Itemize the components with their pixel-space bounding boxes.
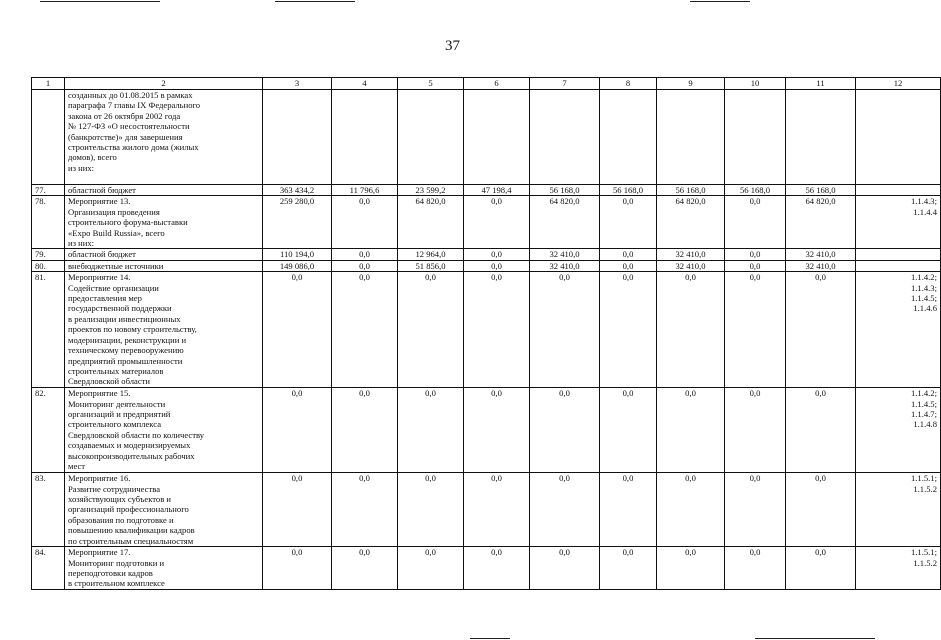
amount-cell: 0,0: [332, 272, 398, 388]
row-description: Мероприятие 13. Организация проведения строительного форума-выставки «Expo Build Russia», всего из них:: [65, 196, 263, 249]
column-header-11: 11: [786, 78, 856, 90]
amount-cell: [600, 90, 657, 185]
amount-cell: 0,0: [600, 388, 657, 473]
table-row: [32, 185, 941, 196]
amount-cell: 0,0: [398, 388, 464, 473]
amount-cell: 0,0: [725, 272, 786, 388]
amount-cell: 32 410,0: [530, 249, 600, 260]
amount-cell: 0,0: [398, 272, 464, 388]
amount-cell: 32 410,0: [657, 249, 725, 260]
amount-cell: 0,0: [332, 388, 398, 473]
amount-cell: [263, 90, 332, 185]
row-number: 84.: [32, 547, 65, 590]
row-number: 82.: [32, 388, 65, 473]
column-header-10: 10: [725, 78, 786, 90]
column-header-8: 8: [600, 78, 657, 90]
amount-cell: 0,0: [263, 272, 332, 388]
target-code: [856, 90, 941, 185]
amount-cell: 0,0: [398, 547, 464, 590]
amount-cell: 56 168,0: [786, 185, 856, 196]
target-code: [856, 249, 941, 260]
row-description: Мероприятие 14. Содействие организации предоставления мер государственной поддержки в реализации инвестиционных проектов по новому строительству, модернизации, реконструкции и техническому перевооружению предприятий промышленности строительных материалов Свердловской области: [65, 272, 263, 388]
scan-edge-bottom-right: [755, 638, 875, 639]
amount-cell: 32 410,0: [530, 260, 600, 271]
amount-cell: 0,0: [530, 473, 600, 547]
table-row: [32, 249, 941, 260]
amount-cell: 0,0: [398, 473, 464, 547]
scan-edge-top-right: [690, 1, 750, 2]
column-header-9: 9: [657, 78, 725, 90]
amount-cell: 0,0: [464, 196, 530, 249]
column-header-7: 7: [530, 78, 600, 90]
target-code: 1.1.4.3; 1.1.4.4: [856, 196, 941, 249]
amount-cell: 23 599,2: [398, 185, 464, 196]
amount-cell: 0,0: [530, 388, 600, 473]
amount-cell: 0,0: [600, 547, 657, 590]
scan-edge-top-left: [40, 1, 160, 2]
header-row: [32, 78, 941, 90]
target-code: 1.1.4.2; 1.1.4.3; 1.1.4.5; 1.1.4.6: [856, 272, 941, 388]
amount-cell: 0,0: [464, 260, 530, 271]
amount-cell: 0,0: [600, 249, 657, 260]
amount-cell: [657, 90, 725, 185]
amount-cell: 0,0: [332, 196, 398, 249]
row-description: Мероприятие 17. Мониторинг подготовки и переподготовки кадров в строительном комплексе: [65, 547, 263, 590]
column-header-12: 12: [856, 78, 941, 90]
scan-edge-top-mid: [275, 1, 355, 2]
amount-cell: 0,0: [725, 249, 786, 260]
amount-cell: 12 964,0: [398, 249, 464, 260]
amount-cell: 0,0: [464, 272, 530, 388]
row-description: внебюджетные источники: [65, 260, 263, 271]
amount-cell: 0,0: [263, 388, 332, 473]
scan-edge-bottom-left: [470, 638, 510, 639]
amount-cell: 0,0: [530, 547, 600, 590]
amount-cell: 0,0: [725, 473, 786, 547]
row-number: [32, 90, 65, 185]
amount-cell: 64 820,0: [530, 196, 600, 249]
target-code: 1.1.5.1; 1.1.5.2: [856, 547, 941, 590]
row-description: Мероприятие 16. Развитие сотрудничества хозяйствующих субъектов и организаций профессионального образования по подготовке и повышению квалификации кадров по строительным специальностям: [65, 473, 263, 547]
page-number: 37: [445, 38, 460, 54]
amount-cell: 0,0: [725, 388, 786, 473]
amount-cell: 56 168,0: [657, 185, 725, 196]
column-header-1: 1: [32, 78, 65, 90]
amount-cell: [725, 90, 786, 185]
target-code: [856, 260, 941, 271]
column-header-4: 4: [332, 78, 398, 90]
row-description: областной бюджет: [65, 249, 263, 260]
amount-cell: 56 168,0: [530, 185, 600, 196]
budget-table: [31, 77, 941, 590]
amount-cell: 11 796,6: [332, 185, 398, 196]
amount-cell: 0,0: [786, 547, 856, 590]
amount-cell: 0,0: [600, 196, 657, 249]
amount-cell: 51 856,0: [398, 260, 464, 271]
row-number: 79.: [32, 249, 65, 260]
amount-cell: 56 168,0: [725, 185, 786, 196]
amount-cell: 149 086,0: [263, 260, 332, 271]
row-number: 78.: [32, 196, 65, 249]
amount-cell: 0,0: [600, 260, 657, 271]
amount-cell: 0,0: [657, 388, 725, 473]
target-code: 1.1.4.2; 1.1.4.5; 1.1.4.7; 1.1.4.8: [856, 388, 941, 473]
row-number: 81.: [32, 272, 65, 388]
amount-cell: 0,0: [464, 249, 530, 260]
amount-cell: 64 820,0: [657, 196, 725, 249]
amount-cell: 32 410,0: [786, 260, 856, 271]
column-header-3: 3: [263, 78, 332, 90]
table-row: [32, 260, 941, 271]
amount-cell: [398, 90, 464, 185]
amount-cell: 47 198,4: [464, 185, 530, 196]
row-number: 83.: [32, 473, 65, 547]
amount-cell: 0,0: [332, 249, 398, 260]
amount-cell: 64 820,0: [398, 196, 464, 249]
amount-cell: [530, 90, 600, 185]
amount-cell: 0,0: [464, 388, 530, 473]
amount-cell: 0,0: [657, 547, 725, 590]
column-header-6: 6: [464, 78, 530, 90]
target-code: 1.1.5.1; 1.1.5.2: [856, 473, 941, 547]
amount-cell: 0,0: [786, 388, 856, 473]
amount-cell: 0,0: [725, 260, 786, 271]
amount-cell: 0,0: [332, 547, 398, 590]
amount-cell: 32 410,0: [657, 260, 725, 271]
amount-cell: 0,0: [530, 272, 600, 388]
table-row: [32, 473, 941, 547]
amount-cell: 0,0: [600, 473, 657, 547]
row-number: 77.: [32, 185, 65, 196]
table-row: [32, 90, 941, 185]
row-description: областной бюджет: [65, 185, 263, 196]
column-header-2: 2: [65, 78, 263, 90]
amount-cell: 32 410,0: [786, 249, 856, 260]
amount-cell: 0,0: [332, 260, 398, 271]
target-code: [856, 185, 941, 196]
row-description: Мероприятие 15. Мониторинг деятельности организаций и предприятий строительного комплекса Свердловской области по количеству создаваемых и модернизируемых высокопроизводительных рабочих мест: [65, 388, 263, 473]
table-row: [32, 196, 941, 249]
amount-cell: 259 280,0: [263, 196, 332, 249]
amount-cell: 0,0: [725, 196, 786, 249]
amount-cell: 64 820,0: [786, 196, 856, 249]
amount-cell: [332, 90, 398, 185]
amount-cell: [464, 90, 530, 185]
row-number: 80.: [32, 260, 65, 271]
amount-cell: 0,0: [600, 272, 657, 388]
table-row: [32, 547, 941, 590]
amount-cell: 0,0: [657, 272, 725, 388]
amount-cell: 363 434,2: [263, 185, 332, 196]
table-row: [32, 272, 941, 388]
amount-cell: 0,0: [332, 473, 398, 547]
amount-cell: 0,0: [725, 547, 786, 590]
amount-cell: 0,0: [464, 547, 530, 590]
row-description: созданных до 01.08.2015 в рамках параграфа 7 главы IX Федерального закона от 26 октября 2002 года № 127-ФЗ «О несостоятельности (банкротстве)» для завершения строительства жилого дома (жилых домов), всего из них:: [65, 90, 263, 185]
amount-cell: 0,0: [263, 473, 332, 547]
amount-cell: 110 194,0: [263, 249, 332, 260]
amount-cell: 56 168,0: [600, 185, 657, 196]
amount-cell: 0,0: [786, 272, 856, 388]
amount-cell: [786, 90, 856, 185]
table-row: [32, 388, 941, 473]
column-header-5: 5: [398, 78, 464, 90]
amount-cell: 0,0: [657, 473, 725, 547]
amount-cell: 0,0: [263, 547, 332, 590]
amount-cell: 0,0: [464, 473, 530, 547]
amount-cell: 0,0: [786, 473, 856, 547]
